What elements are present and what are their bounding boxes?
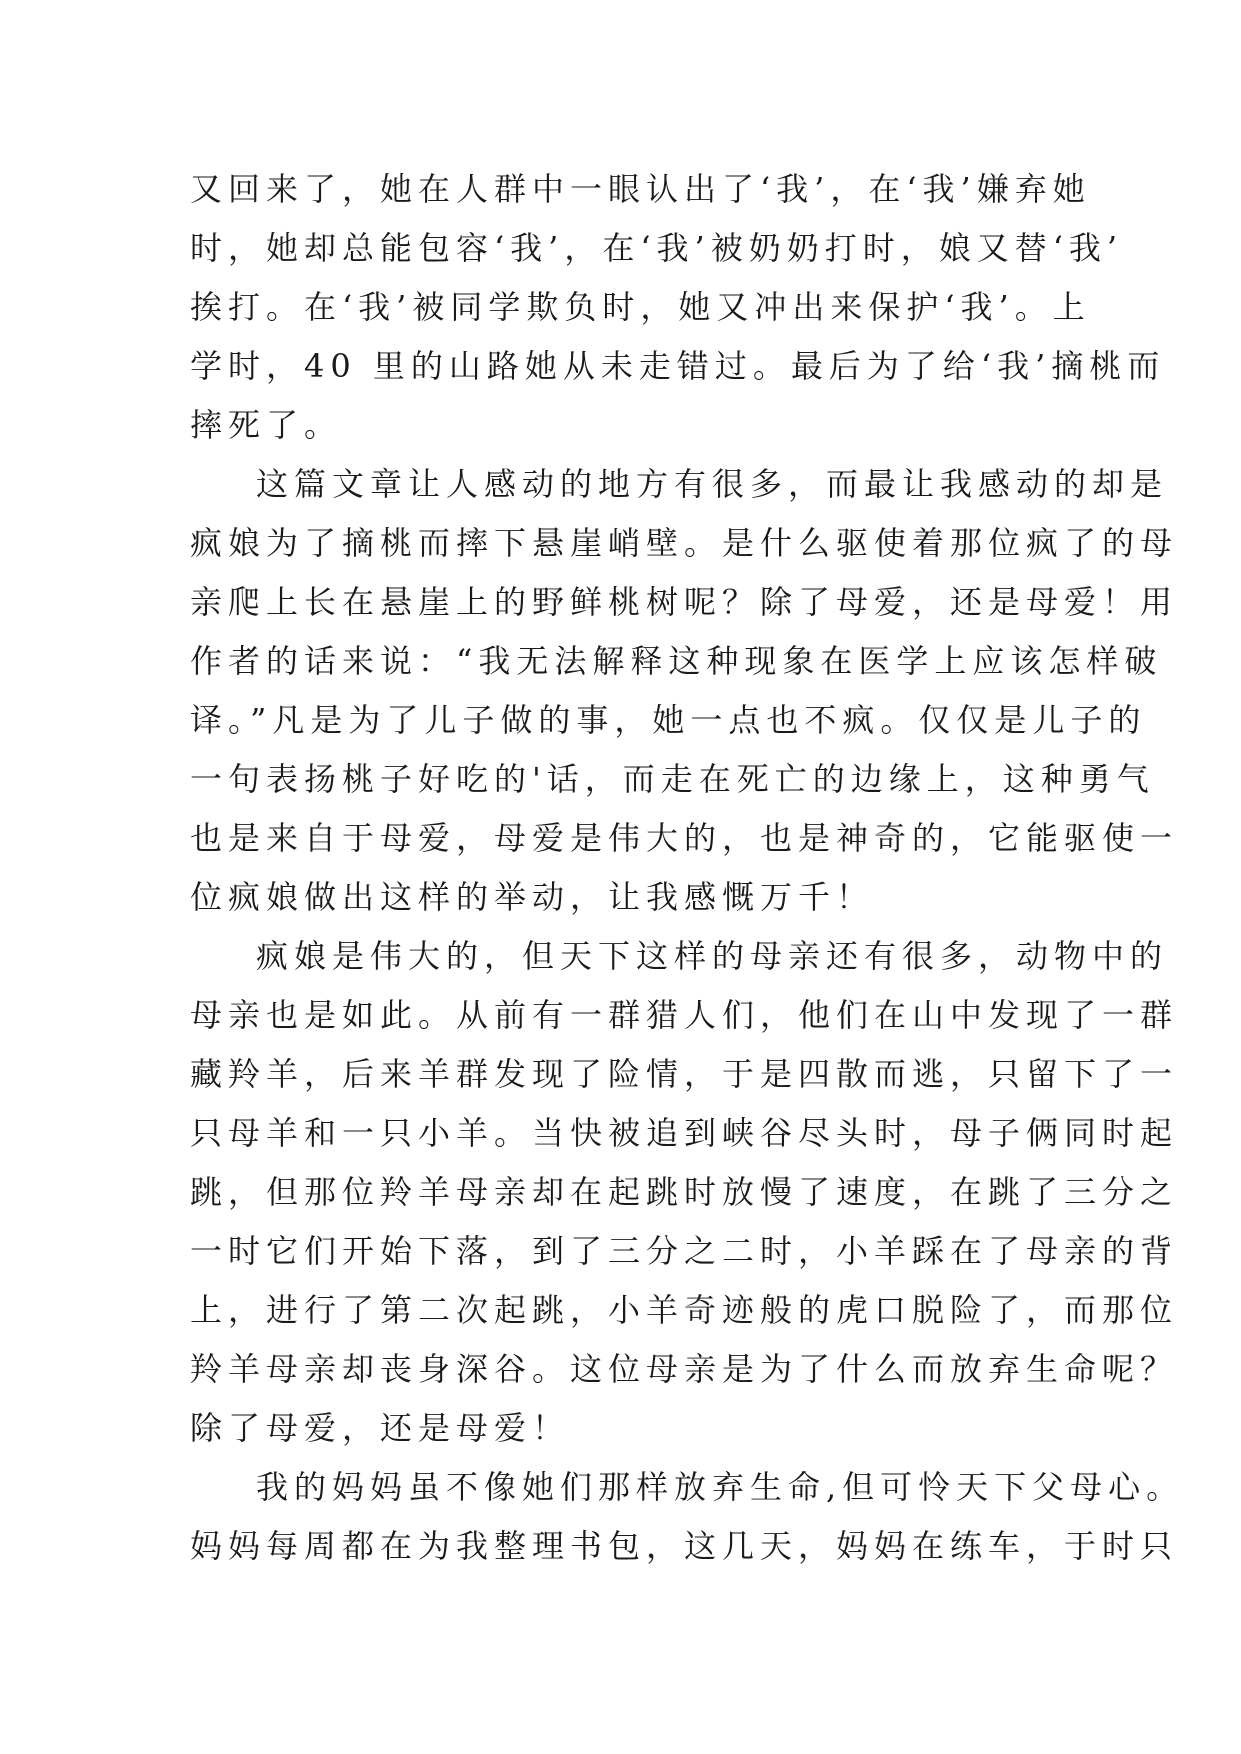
text-line: 也是来自于母爱，母爱是伟大的，也是神奇的，它能驱使一: [190, 819, 1179, 857]
text-line: 摔死了。: [190, 406, 343, 444]
text-line: 藏羚羊，后来羊群发现了险情，于是四散而逃，只留下了一: [190, 1055, 1179, 1093]
text-line: 上，进行了第二次起跳，小羊奇迹般的虎口脱险了，而那位: [190, 1291, 1179, 1329]
text-line: 除了母爱，还是母爱！: [190, 1409, 571, 1447]
paragraph-start-line: 这篇文章让人感动的地方有很多，而最让我感动的却是: [256, 465, 1169, 503]
text-line: 只母羊和一只小羊。当快被追到峡谷尽头时，母子俩同时起: [190, 1114, 1179, 1152]
body-text: [190, 160, 1185, 1576]
text-line: 跳，但那位羚羊母亲却在起跳时放慢了速度，在跳了三分之: [190, 1173, 1179, 1211]
text-line: 一时它们开始下落，到了三分之二时，小羊踩在了母亲的背: [190, 1232, 1179, 1270]
text-line: 又回来了，她在人群中一眼认出了‘我’，在‘我’嫌弃她: [190, 170, 1091, 208]
text-line: 一句表扬桃子好吃的'话，而走在死亡的边缘上，这种勇气: [190, 760, 1155, 798]
text-line: 学时，40 里的山路她从未走错过。最后为了给‘我’摘桃而: [190, 347, 1166, 385]
text-line: 母亲也是如此。从前有一群猎人们，他们在山中发现了一群: [190, 996, 1179, 1034]
text-line: 位疯娘做出这样的举动，让我感慨万千！: [190, 878, 875, 916]
text-line: 时，她却总能包容‘我’，在‘我’被奶奶打时，娘又替‘我’: [190, 229, 1124, 267]
text-line: 亲爬上长在悬崖上的野鲜桃树呢？除了母爱，还是母爱！用: [190, 583, 1179, 621]
text-line: 译。”凡是为了儿子做的事，她一点也不疯。仅仅是儿子的: [190, 701, 1147, 739]
paragraph-start-line: 我的妈妈虽不像她们那样放弃生命,但可怜天下父母心。: [256, 1468, 1185, 1506]
text-line: 疯娘为了摘桃而摔下悬崖峭壁。是什么驱使着那位疯了的母: [190, 524, 1179, 562]
text-line: 妈妈每周都在为我整理书包，这几天，妈妈在练车，于时只: [190, 1527, 1179, 1565]
text-line: 挨打。在‘我’被同学欺负时，她又冲出来保护‘我’。上: [190, 288, 1091, 326]
text-line: 作者的话来说：“我无法解释这种现象在医学上应该怎样破: [190, 642, 1163, 680]
text-line: 羚羊母亲却丧身深谷。这位母亲是为了什么而放弃生命呢？: [190, 1350, 1179, 1388]
paragraph-start-line: 疯娘是伟大的，但天下这样的母亲还有很多，动物中的: [256, 937, 1169, 975]
